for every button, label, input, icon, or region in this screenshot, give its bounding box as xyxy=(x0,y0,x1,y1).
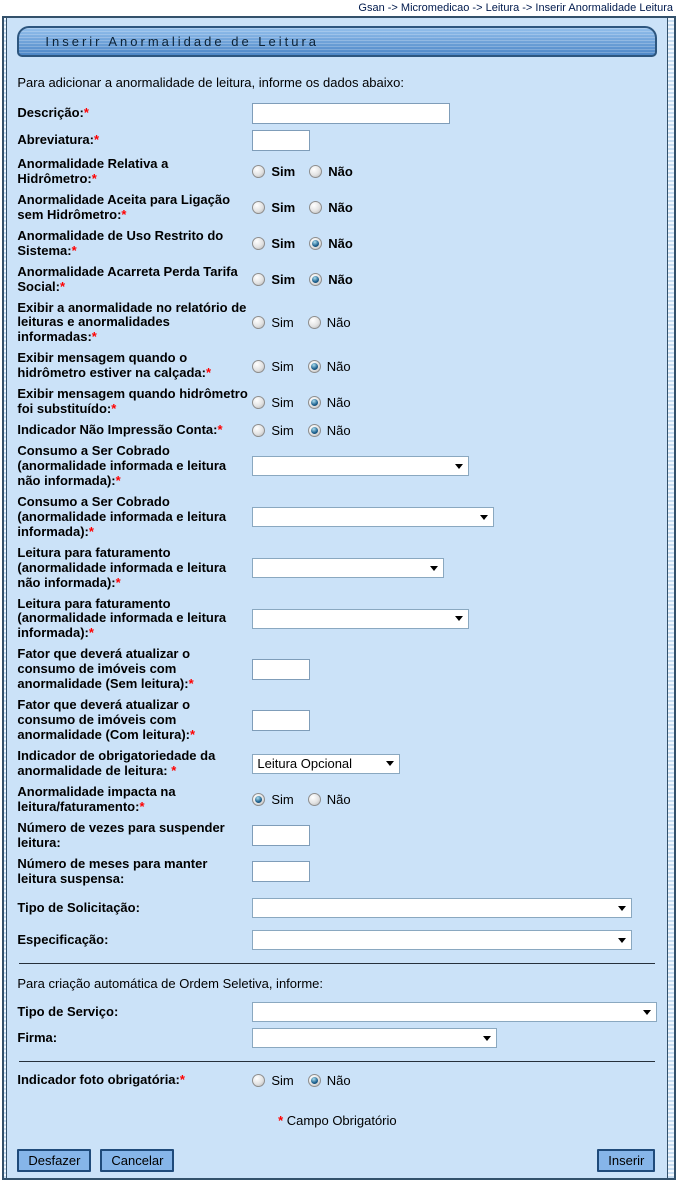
required-asterisk: * xyxy=(93,132,100,148)
field-label: Indicador Não Impressão Conta: xyxy=(17,422,218,438)
form-row-numero-meses xyxy=(17,854,657,890)
radio-nao-label: Não xyxy=(326,423,351,439)
required-asterisk: * xyxy=(88,523,94,539)
radio-nao[interactable] xyxy=(308,424,321,437)
chevron-down-icon xyxy=(483,1036,491,1041)
descricao-input[interactable] xyxy=(252,103,450,124)
radio-sim[interactable] xyxy=(252,273,265,286)
form-row-numero-vezes xyxy=(17,818,657,854)
fator-com-leitura-input[interactable] xyxy=(252,710,310,731)
chevron-down-icon xyxy=(386,761,394,766)
required-asterisk: * xyxy=(91,170,97,186)
numero-vezes-suspender-input[interactable] xyxy=(252,825,310,846)
field-label: Abreviatura: xyxy=(17,132,94,148)
required-field-note xyxy=(17,1113,657,1128)
chevron-down-icon xyxy=(480,515,488,520)
radio-sim[interactable] xyxy=(252,165,265,178)
cancelar-button[interactable]: Cancelar xyxy=(100,1149,174,1172)
field-label: Tipo de Solicitação: xyxy=(17,899,140,915)
required-asterisk: * xyxy=(190,727,196,742)
field-label: Anormalidade Acarreta Perda Tarifa Social: xyxy=(17,263,238,294)
form-row-indicador-obrigatoriedade xyxy=(17,746,657,782)
radio-sim[interactable] xyxy=(252,793,265,806)
required-asterisk: * xyxy=(139,798,145,814)
field-label: Exibir mensagem quando o hidrômetro estiver na calçada: xyxy=(17,350,206,381)
radio-sim-label: Sim xyxy=(271,1073,294,1089)
required-asterisk: * xyxy=(71,242,77,258)
chevron-down-icon xyxy=(455,464,463,469)
radio-sim[interactable] xyxy=(252,201,265,214)
radio-sim-label: Sim xyxy=(271,164,296,180)
tipo-solicitacao-select[interactable] xyxy=(252,898,632,918)
radio-sim-label: Sim xyxy=(271,315,294,331)
form-row-fator-sem-leitura xyxy=(17,644,657,695)
radio-nao[interactable] xyxy=(308,793,321,806)
radio-nao-label: Não xyxy=(326,1073,351,1089)
radio-nao[interactable] xyxy=(309,237,322,250)
field-label: Firma: xyxy=(17,1029,58,1045)
field-label: Indicador foto obrigatória: xyxy=(17,1072,180,1088)
fator-sem-leitura-input[interactable] xyxy=(252,659,310,680)
radio-sim[interactable] xyxy=(252,316,265,329)
form-row-leitura-fat-nao-informada xyxy=(17,543,657,594)
tipo-servico-select[interactable] xyxy=(252,1002,657,1022)
button-bar xyxy=(17,1149,657,1172)
form-row-uso-restrito xyxy=(17,226,657,262)
radio-sim-label: Sim xyxy=(271,272,296,288)
consumo-informada-select[interactable] xyxy=(252,507,494,527)
radio-sim[interactable] xyxy=(252,1074,265,1087)
radio-nao[interactable] xyxy=(308,1074,321,1087)
radio-nao[interactable] xyxy=(309,201,322,214)
radio-nao[interactable] xyxy=(309,165,322,178)
form-row-nao-impressao-conta xyxy=(17,420,657,441)
desfazer-button[interactable]: Desfazer xyxy=(17,1149,91,1172)
form-row-firma xyxy=(17,1025,657,1051)
radio-nao-label: Não xyxy=(326,358,351,374)
form-row-aceita-ligacao xyxy=(17,190,657,226)
form-row-exibir-relatorio xyxy=(17,298,657,349)
field-label: Exibir mensagem quando hidrômetro foi substituído: xyxy=(17,386,248,417)
page-title: Inserir Anormalidade de Leitura xyxy=(45,34,320,49)
field-label: Anormalidade Relativa a Hidrômetro: xyxy=(17,156,169,186)
form-row-perda-tarifa xyxy=(17,262,657,298)
field-label: Descrição: xyxy=(17,105,84,121)
radio-nao[interactable] xyxy=(308,396,321,409)
required-asterisk: * xyxy=(188,676,194,692)
leitura-faturamento-informada-select[interactable] xyxy=(252,609,469,629)
chevron-down-icon xyxy=(643,1010,651,1015)
required-asterisk: * xyxy=(179,1072,185,1088)
field-label: Indicador de obrigatoriedade da anormalidade de leitura: xyxy=(17,747,216,778)
radio-nao-label: Não xyxy=(326,792,351,808)
form-row-fator-com-leitura xyxy=(17,695,657,746)
form-row-tipo-servico xyxy=(17,999,657,1025)
required-asterisk: * xyxy=(121,206,127,222)
required-asterisk: * xyxy=(60,278,66,294)
right-striped-border xyxy=(667,18,674,1178)
radio-sim-label: Sim xyxy=(271,358,294,374)
chevron-down-icon xyxy=(618,906,626,911)
indicador-obrigatoriedade-select[interactable] xyxy=(252,754,400,774)
inserir-button[interactable]: Inserir xyxy=(597,1149,655,1172)
radio-nao-label: Não xyxy=(328,236,353,252)
field-label: Fator que deverá atualizar o consumo de imóveis com anormalidade (Com leitura): xyxy=(17,697,191,742)
select-value: Leitura Opcional xyxy=(257,756,353,772)
form-row-abreviatura xyxy=(17,127,657,154)
firma-select[interactable] xyxy=(252,1028,497,1048)
required-asterisk: * xyxy=(115,472,121,488)
radio-nao[interactable] xyxy=(308,360,321,373)
required-asterisk: * xyxy=(278,1113,284,1129)
required-note-text: Campo Obrigatório xyxy=(286,1113,397,1129)
field-label: Leitura para faturamento (anormalidade informada e leitura informada): xyxy=(17,595,227,641)
radio-sim-label: Sim xyxy=(271,200,296,216)
form-row-descricao xyxy=(17,100,657,127)
chevron-down-icon xyxy=(618,938,626,943)
form-row-consumo-nao-informada xyxy=(17,441,657,492)
form-row-consumo-informada xyxy=(17,492,657,543)
required-asterisk: * xyxy=(171,762,177,778)
required-asterisk: * xyxy=(91,329,97,345)
field-label: Número de vezes para suspender leitura: xyxy=(17,819,225,850)
abreviatura-input[interactable] xyxy=(252,130,310,151)
chevron-down-icon xyxy=(430,566,438,571)
radio-sim-label: Sim xyxy=(271,792,294,808)
required-asterisk: * xyxy=(111,401,117,417)
radio-sim-label: Sim xyxy=(271,394,294,410)
field-label: Anormalidade Aceita para Ligação sem Hidrômetro: xyxy=(17,191,231,222)
form-intro-text: Para adicionar a anormalidade de leitura, informe os dados abaixo: xyxy=(17,75,404,90)
field-label: Consumo a Ser Cobrado (anormalidade informada e leitura não informada): xyxy=(17,443,227,488)
form-row-tipo-solicitacao xyxy=(17,889,657,921)
radio-sim[interactable] xyxy=(252,396,265,409)
field-label: Leitura para faturamento (anormalidade informada e leitura não informada): xyxy=(17,544,227,590)
chevron-down-icon xyxy=(455,616,463,621)
radio-nao-label: Não xyxy=(326,394,351,410)
form-row-relativa-hidrometro xyxy=(17,154,657,190)
form-row-impacta-leitura xyxy=(17,782,657,818)
form-row-especificacao xyxy=(17,921,657,953)
page-title-bar xyxy=(17,26,657,57)
radio-sim-label: Sim xyxy=(271,236,296,252)
ordem-seletiva-intro: Para criação automática de Ordem Seletiva, informe: xyxy=(17,976,324,992)
especificacao-select[interactable] xyxy=(252,930,632,950)
section-divider xyxy=(19,963,655,964)
section-divider xyxy=(19,1061,655,1062)
required-asterisk: * xyxy=(115,574,121,590)
required-asterisk: * xyxy=(205,365,212,381)
field-label: Número de meses para manter leitura suspensa: xyxy=(17,855,208,886)
radio-nao-label: Não xyxy=(326,315,351,331)
field-label: Fator que deverá atualizar o consumo de imóveis com anormalidade (Sem leitura): xyxy=(17,646,191,692)
radio-sim[interactable] xyxy=(252,237,265,250)
field-label: Anormalidade de Uso Restrito do Sistema: xyxy=(17,227,224,258)
breadcrumb: Gsan -> Micromedicao -> Leitura -> Inserir Anormalidade Leitura xyxy=(358,2,673,14)
field-label: Anormalidade impacta na leitura/faturamento: xyxy=(17,783,176,814)
required-asterisk: * xyxy=(217,422,223,438)
form-content xyxy=(7,18,667,1178)
radio-sim-label: Sim xyxy=(271,423,294,439)
form-row-mensagem-calcada xyxy=(17,348,657,384)
required-asterisk: * xyxy=(88,625,94,641)
radio-nao-label: Não xyxy=(328,272,353,288)
radio-nao-label: Não xyxy=(328,200,353,216)
radio-sim[interactable] xyxy=(252,424,265,437)
field-label: Consumo a Ser Cobrado (anormalidade informada e leitura informada): xyxy=(17,493,227,539)
consumo-nao-informada-select[interactable] xyxy=(252,456,469,476)
required-asterisk: * xyxy=(83,105,89,121)
form-row-mensagem-substituido xyxy=(17,384,657,420)
leitura-faturamento-nao-informada-select[interactable] xyxy=(252,558,444,578)
field-label: Exibir a anormalidade no relatório de leituras e anormalidades informadas: xyxy=(17,299,247,345)
form-row-leitura-fat-informada xyxy=(17,594,657,645)
field-label: Tipo de Serviço: xyxy=(17,1003,119,1019)
radio-nao[interactable] xyxy=(308,316,321,329)
field-label: Especificação: xyxy=(17,931,109,947)
radio-nao-label: Não xyxy=(328,164,353,180)
radio-nao[interactable] xyxy=(309,273,322,286)
form-frame xyxy=(2,16,676,1180)
numero-meses-suspensa-input[interactable] xyxy=(252,861,310,882)
form-row-foto-obrigatoria xyxy=(17,1070,657,1091)
radio-sim[interactable] xyxy=(252,360,265,373)
